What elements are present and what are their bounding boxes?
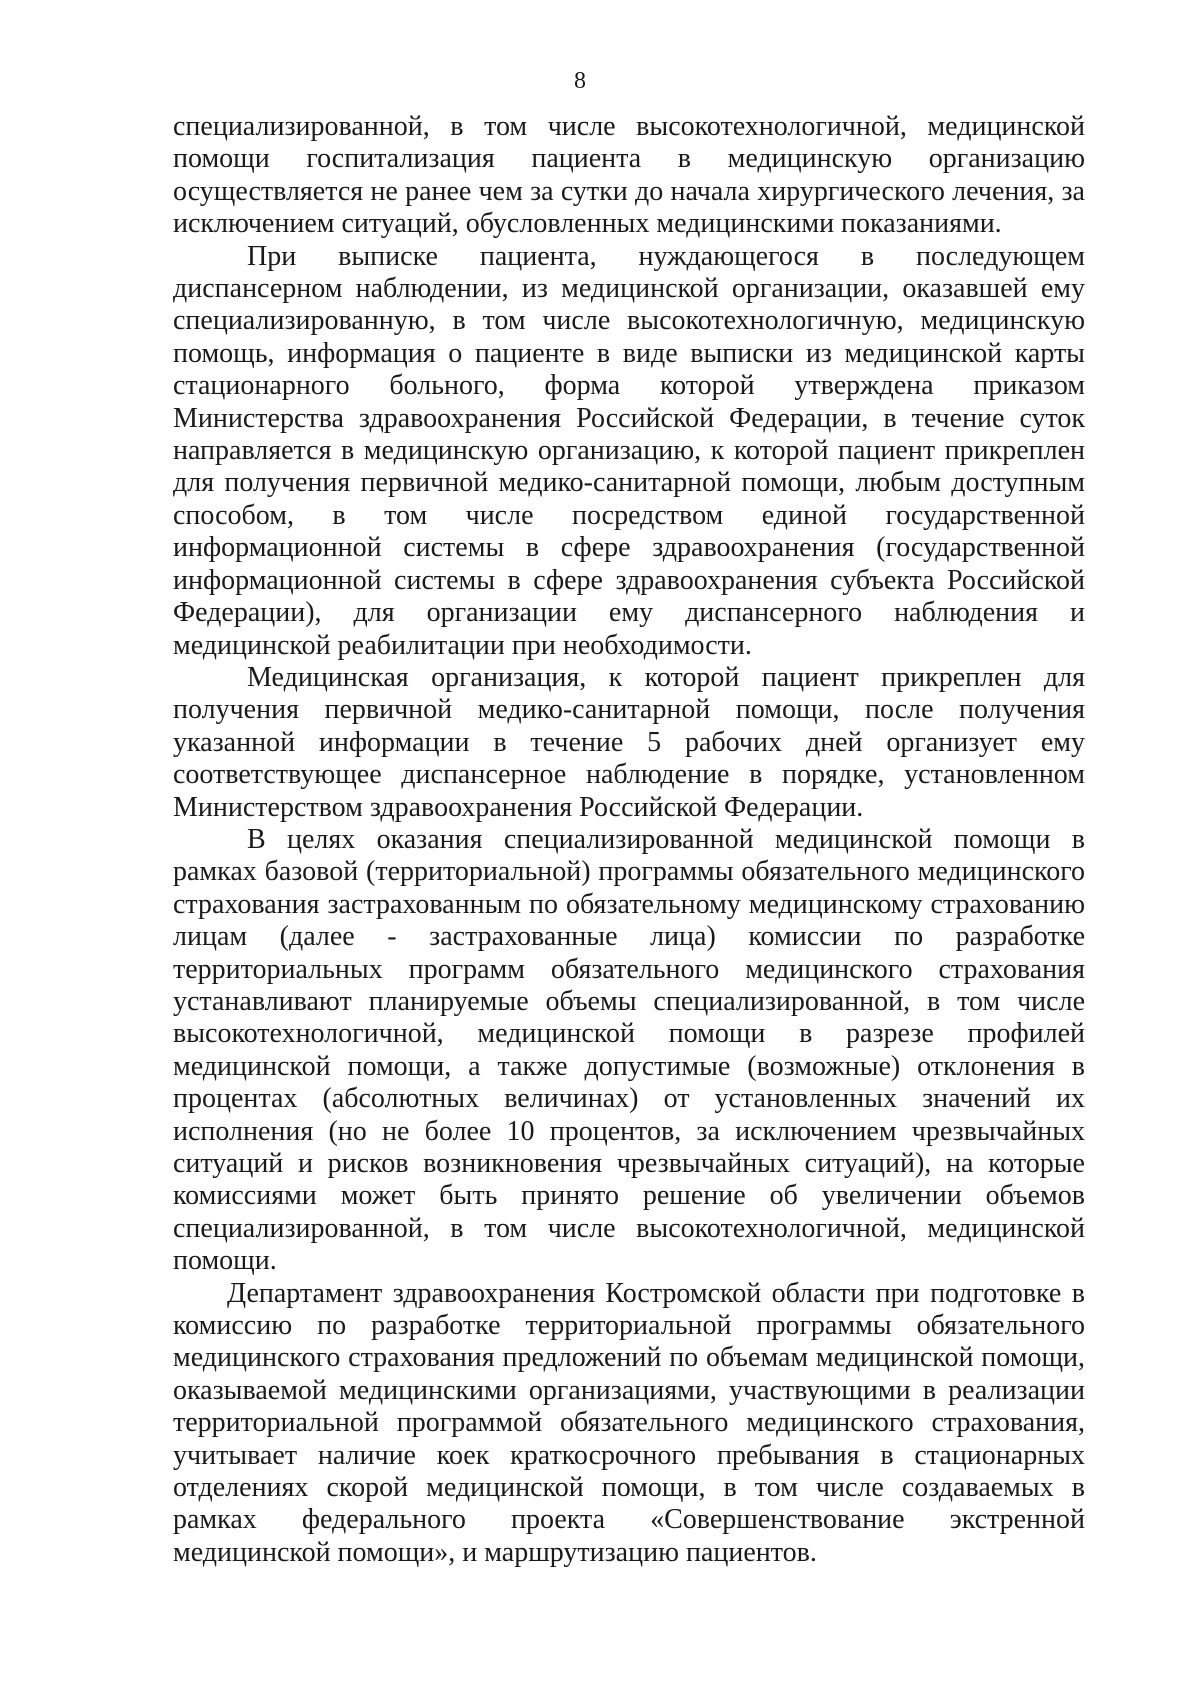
paragraph-commissions: В целях оказания специализированной медицинской помощи в рамках базовой (территориальной) программы обязательного медицинского страхования застрахованным по обязательному медицинскому страхованию лицам (далее - застрахованные лица) комиссии по разработке территориальных программ обязательного медицинского страхования устанавливают планируемые объемы специализированной, в том числе высокотехнологичной, медицинской помощи в разрезе профилей медицинской помощи, а также допустимые (возможные) отклонения в процентах (абсолютных величинах) от установленных значений их исполнения (но не более 10 процентов, за исключением чрезвычайных ситуаций и рисков возникновения чрезвычайных ситуаций), на которые комиссиями может быть принято решение об увеличении объемов специализированной, в том числе высокотехнологичной, медицинской помощи. xyxy=(173,823,1085,1277)
paragraph-department: Департамент здравоохранения Костромской области при подготовке в комиссию по разработке территориальной программы обязательного медицинского страхования предложений по объемам медицинской помощи, оказываемой медицинскими организациями, участвующими в реализации территориальной программой обязательного медицинского страхования, учитывает наличие коек краткосрочного пребывания в стационарных отделениях скорой медицинской помощи, в том числе создаваемых в рамках федерального проекта «Совершенствование экстренной медицинской помощи», и маршрутизацию пациентов. xyxy=(173,1277,1085,1568)
paragraph-hospitalization: специализированной, в том числе высокотехнологичной, медицинской помощи госпитализация пациента в медицинскую организацию осуществляется не ранее чем за сутки до начала хирургического лечения, за исключением ситуаций, обусловленных медицинскими показаниями. xyxy=(173,111,1085,240)
page-number: 8 xyxy=(574,68,586,94)
document-body xyxy=(173,111,1085,1569)
paragraph-discharge: При выписке пациента, нуждающегося в последующем диспансерном наблюдении, из медицинской организации, оказавшей ему специализированную, в том числе высокотехнологичную, медицинскую помощь, информация о пациенте в виде выписки из медицинской карты стационарного больного, форма которой утверждена приказом Министерства здравоохранения Российской Федерации, в течение суток направляется в медицинскую организацию, к которой пациент прикреплен для получения первичной медико-санитарной помощи, любым доступным способом, в том числе посредством единой государственной информационной системы в сфере здравоохранения (государственной информационной системы в сфере здравоохранения субъекта Российской Федерации), для организации ему диспансерного наблюдения и медицинской реабилитации при необходимости. xyxy=(173,240,1085,661)
paragraph-medical-organization: Медицинская организация, к которой пациент прикреплен для получения первичной медико-санитарной помощи, после получения указанной информации в течение 5 рабочих дней организует ему соответствующее диспансерное наблюдение в порядке, установленном Министерством здравоохранения Российской Федерации. xyxy=(173,661,1085,823)
